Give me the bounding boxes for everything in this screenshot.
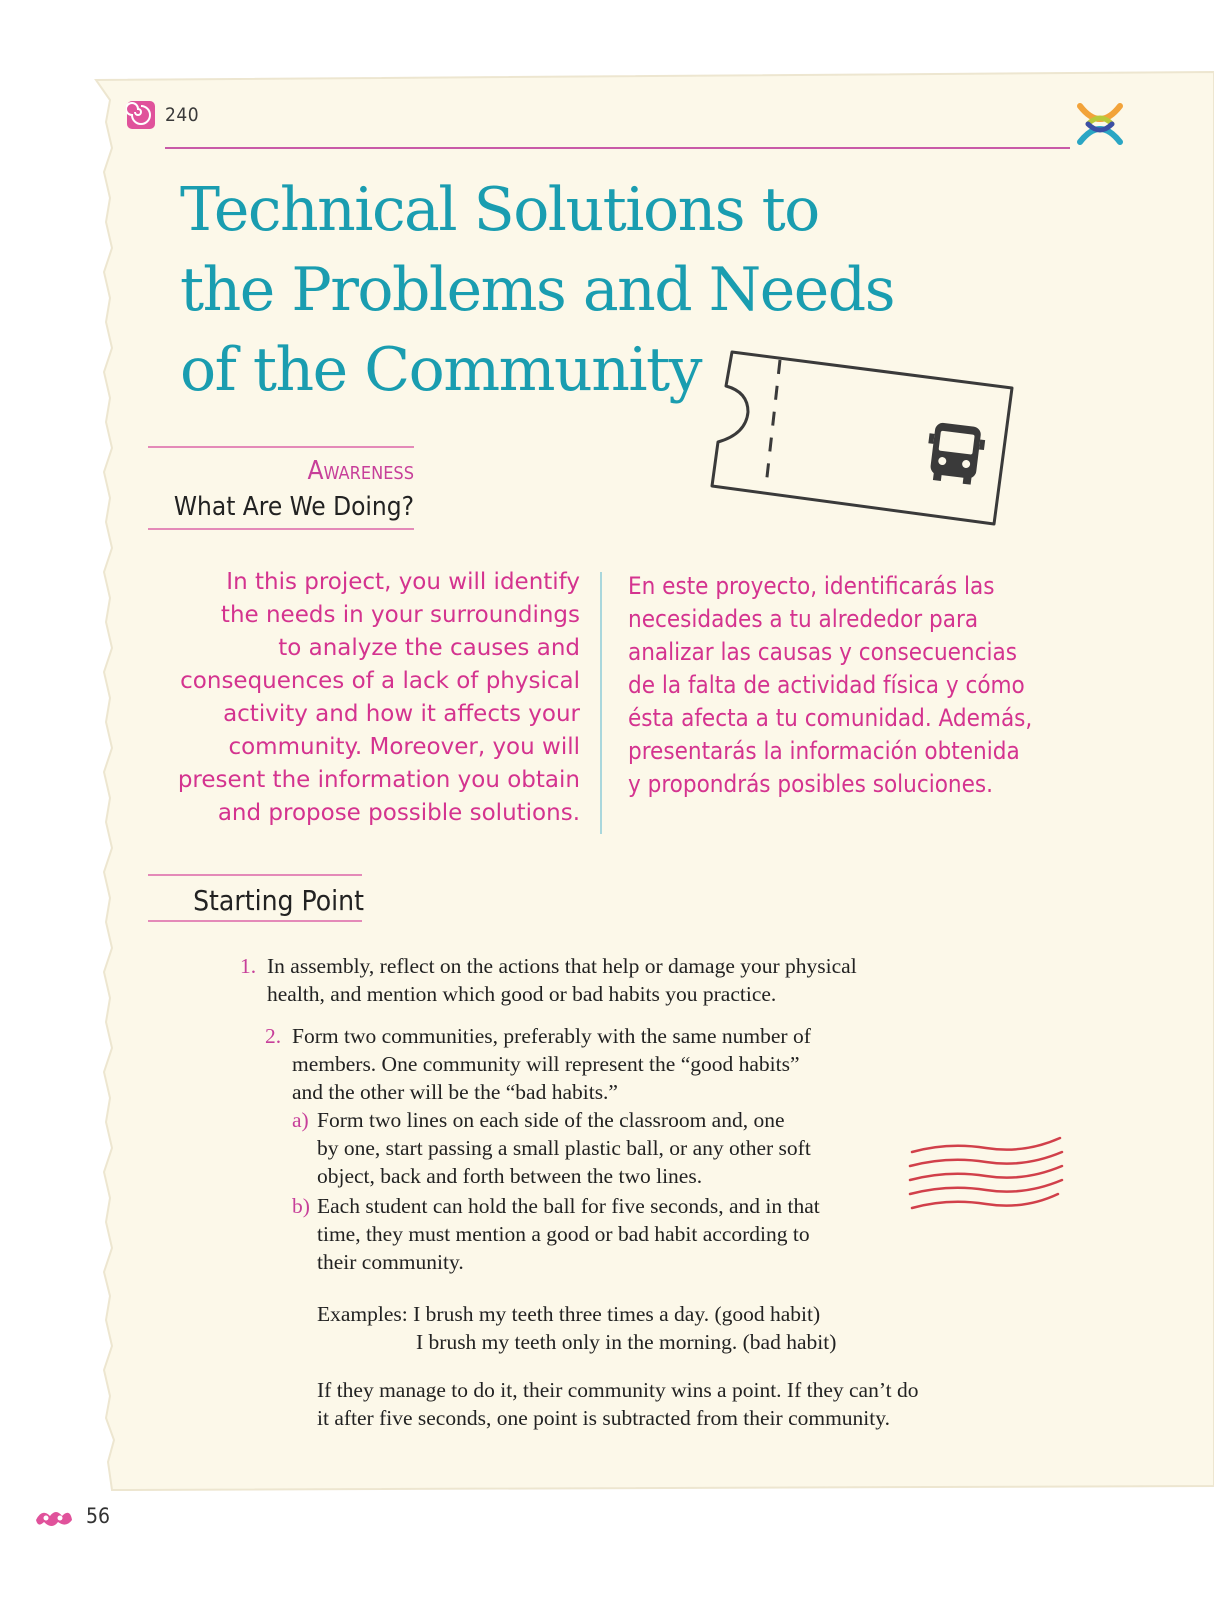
examples-block: [317, 1300, 937, 1356]
intro-english-line: to analyze the causes and: [278, 635, 580, 661]
sub-list-item: [292, 1106, 892, 1190]
item-line: health, and mention which good or bad habits you practice.: [267, 982, 777, 1006]
interlocking-arcs-logo-icon: [1074, 98, 1126, 150]
item-number: 2.: [265, 1024, 282, 1048]
column-divider: [600, 572, 602, 834]
intro-english-line: activity and how it affects your: [223, 701, 580, 727]
sub-item-line: time, they must mention a good or bad habit according to: [317, 1222, 810, 1246]
sub-item-line: object, back and forth between the two lines.: [317, 1164, 703, 1188]
example-line: I brush my teeth only in the morning. (bad habit): [416, 1330, 837, 1354]
starting-point-bottom-rule: [148, 920, 362, 922]
sub-item-line: by one, start passing a small plastic ball, or any other soft: [317, 1136, 811, 1160]
sub-item-marker: b): [292, 1194, 310, 1218]
intro-spanish-line: de la falta de actividad física y cómo: [628, 671, 1025, 699]
closing-line: If they manage to do it, their community wins a point. If they can’t do: [317, 1378, 919, 1402]
item-line: Form two communities, preferably with the same number of: [292, 1024, 811, 1048]
title-line: of the Community: [180, 335, 702, 405]
intro-english-line: and propose possible solutions.: [217, 800, 580, 826]
awareness-label: Awareness: [307, 456, 414, 486]
item-line: and the other will be the “bad habits.”: [292, 1080, 618, 1104]
title-line: Technical Solutions to: [180, 175, 819, 245]
intro-spanish-line: necesidades a tu alrededor para: [628, 605, 979, 633]
item-line: In assembly, reflect on the actions that help or damage your physical: [267, 954, 857, 978]
starting-point-label: Starting Point: [193, 884, 364, 917]
intro-spanish-line: En este proyecto, identificarás las: [628, 572, 995, 600]
intro-spanish-line: analizar las causas y consecuencias: [628, 638, 1017, 666]
chapter-number: 240: [165, 104, 200, 126]
example-line: I brush my teeth three times a day. (good habit): [413, 1302, 821, 1326]
intro-english-line: present the information you obtain: [177, 767, 580, 793]
list-item: [265, 1022, 885, 1106]
header-rule: [165, 147, 1070, 149]
awareness-top-rule: [148, 446, 414, 448]
closing-line: it after five seconds, one point is subtracted from their community.: [317, 1406, 890, 1430]
starting-point-top-rule: [148, 874, 362, 876]
intro-english-line: the needs in your surroundings: [220, 602, 580, 628]
intro-english-line: consequences of a lack of physical: [180, 668, 580, 694]
sub-item-marker: a): [292, 1108, 309, 1132]
spiral-glyph-icon: [126, 100, 156, 130]
item-number: 1.: [240, 954, 257, 978]
intro-english: [170, 566, 580, 830]
intro-spanish-line: ésta afecta a tu comunidad. Además,: [628, 704, 1033, 732]
pink-glyph-icon: [32, 1504, 76, 1532]
sub-item-line: Each student can hold the ball for five seconds, and in that: [317, 1194, 820, 1218]
item-line: members. One community will represent the “good habits”: [292, 1052, 800, 1076]
awareness-subtitle: What Are We Doing?: [173, 492, 414, 522]
sub-item-line: Form two lines on each side of the classroom and, one: [317, 1108, 785, 1132]
intro-spanish-line: y propondrás posibles soluciones.: [628, 770, 993, 798]
awareness-bottom-rule: [148, 528, 414, 530]
title-line: the Problems and Needs: [180, 255, 894, 325]
intro-spanish-line: presentarás la información obtenida: [628, 737, 1020, 765]
intro-english-line: community. Moreover, you will: [228, 734, 580, 760]
sub-item-line: their community.: [317, 1250, 464, 1274]
examples-label: Examples:: [317, 1302, 408, 1326]
page-number: 56: [86, 1504, 111, 1528]
closing-paragraph: [317, 1376, 1017, 1432]
postmark-wavy-lines-icon: [908, 1130, 1066, 1222]
intro-spanish: [628, 570, 1068, 801]
intro-english-line: In this project, you will identify: [226, 569, 580, 595]
sub-list-item: [292, 1192, 892, 1276]
list-item: [240, 952, 940, 1008]
bus-ticket-icon: [710, 346, 1030, 536]
